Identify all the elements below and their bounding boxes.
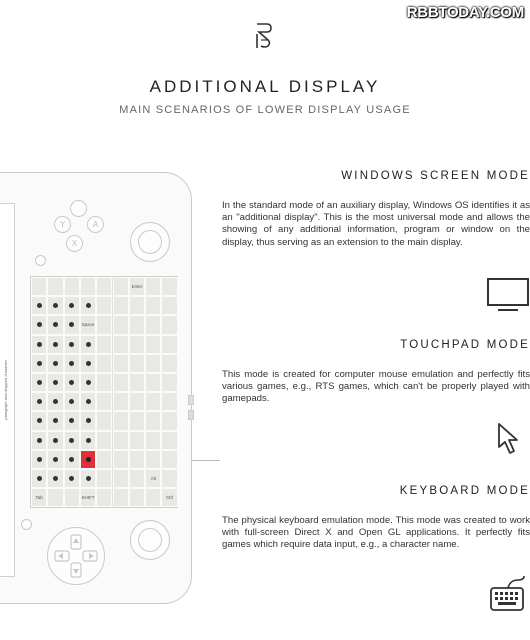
- keyboard-key[interactable]: [161, 335, 177, 354]
- keyboard-key[interactable]: [161, 469, 177, 488]
- keyboard-key[interactable]: [64, 373, 80, 392]
- keyboard-key[interactable]: [145, 431, 161, 450]
- keyboard-key[interactable]: [96, 296, 112, 315]
- alt-key[interactable]: Alt: [145, 469, 161, 488]
- key-dot-icon: [37, 457, 42, 462]
- page-subtitle: MAIN SCENARIOS OF LOWER DISPLAY USAGE: [119, 104, 411, 116]
- keyboard-key[interactable]: [31, 411, 47, 430]
- keyboard-key[interactable]: [96, 354, 112, 373]
- key-dot-icon: [37, 399, 42, 404]
- keyboard-key[interactable]: [96, 335, 112, 354]
- keyboard-key[interactable]: [80, 354, 96, 373]
- keyboard-key[interactable]: [161, 411, 177, 430]
- keyboard-key[interactable]: [129, 392, 145, 411]
- keyboard-key[interactable]: [129, 411, 145, 430]
- key-dot-icon: [69, 457, 74, 462]
- keyboard-key[interactable]: [161, 450, 177, 469]
- key-dot-icon: [86, 399, 91, 404]
- keyboard-key[interactable]: [145, 411, 161, 430]
- keyboard-key[interactable]: [47, 335, 63, 354]
- keyboard-key[interactable]: [47, 392, 63, 411]
- keyboard-key[interactable]: [64, 488, 80, 507]
- keyboard-key[interactable]: [64, 431, 80, 450]
- key-dot-icon: [53, 438, 58, 443]
- keyboard-key[interactable]: [145, 450, 161, 469]
- key-dot-icon: [86, 418, 91, 423]
- stick-cap: [138, 230, 162, 254]
- keyboard-key[interactable]: [96, 431, 112, 450]
- a-button[interactable]: A: [87, 216, 104, 233]
- keyboard-key[interactable]: [80, 296, 96, 315]
- keyboard-key[interactable]: [64, 315, 80, 334]
- keyboard-key[interactable]: [129, 431, 145, 450]
- keyboard-key[interactable]: [31, 296, 47, 315]
- keyboard-key[interactable]: [145, 296, 161, 315]
- keyboard-key[interactable]: [145, 315, 161, 334]
- keyboard-key[interactable]: [96, 392, 112, 411]
- keyboard-key[interactable]: [64, 277, 80, 296]
- keyboard-key[interactable]: [64, 354, 80, 373]
- watermark: RBBTODAY.COM: [406, 4, 524, 21]
- keyboard-key[interactable]: [80, 392, 96, 411]
- key-dot-icon: [86, 361, 91, 366]
- windows-screen-mode-text: In the standard mode of an auxiliary display, Windows OS identifies it as an "additional display". This is the most universal mode and allows the showing of any additional information, program or window on the display, thus serving as an extension to the main display.: [222, 200, 530, 248]
- key-dot-icon: [69, 380, 74, 385]
- keyboard-key[interactable]: [31, 392, 47, 411]
- keyboard-key[interactable]: [31, 431, 47, 450]
- key-dot-icon: [53, 457, 58, 462]
- keyboard-key[interactable]: [80, 450, 96, 469]
- dpad-arrows-icon: [53, 533, 99, 579]
- keyboard-key[interactable]: [47, 450, 63, 469]
- key-dot-icon: [53, 322, 58, 327]
- keyboard-key[interactable]: [129, 296, 145, 315]
- keyboard-key[interactable]: [145, 373, 161, 392]
- tab-key[interactable]: Tab: [31, 488, 47, 507]
- keyboard-key[interactable]: [31, 373, 47, 392]
- key-dot-icon: [53, 380, 58, 385]
- keyboard-key[interactable]: [96, 488, 112, 507]
- key-dot-icon: [69, 438, 74, 443]
- keyboard-key[interactable]: [129, 469, 145, 488]
- keyboard-key[interactable]: [113, 450, 129, 469]
- key-dot-icon: [37, 476, 42, 481]
- keyboard-key[interactable]: [80, 411, 96, 430]
- key-dot-icon: [86, 380, 91, 385]
- key-dot-icon: [86, 457, 91, 462]
- keyboard-key[interactable]: [64, 450, 80, 469]
- keyboard-key[interactable]: [31, 450, 47, 469]
- touchpad-mode-title: TOUCHPAD MODE: [400, 339, 530, 351]
- keyboard-key[interactable]: [161, 354, 177, 373]
- keyboard-key[interactable]: [129, 315, 145, 334]
- page-title: ADDITIONAL DISPLAY: [149, 77, 381, 96]
- key-dot-icon: [37, 380, 42, 385]
- key-dot-icon: [37, 418, 42, 423]
- keyboard-key[interactable]: [31, 354, 47, 373]
- key-dot-icon: [53, 399, 58, 404]
- keyboard-key[interactable]: [64, 296, 80, 315]
- keyboard-key[interactable]: [129, 354, 145, 373]
- keyboard-key[interactable]: [113, 296, 129, 315]
- keyboard-key[interactable]: [145, 335, 161, 354]
- keyboard-key[interactable]: [96, 469, 112, 488]
- keyboard-key[interactable]: [47, 431, 63, 450]
- keyboard-key[interactable]: [64, 335, 80, 354]
- key-dot-icon: [69, 342, 74, 347]
- key-dot-icon: [86, 303, 91, 308]
- keyboard-key[interactable]: [113, 411, 129, 430]
- keyboard-key[interactable]: [129, 488, 145, 507]
- key-dot-icon: [53, 361, 58, 366]
- key-dot-icon: [53, 303, 58, 308]
- keyboard-key[interactable]: [113, 431, 129, 450]
- keyboard-key[interactable]: [47, 296, 63, 315]
- keyboard-key[interactable]: [113, 488, 129, 507]
- keyboard-icon: [488, 574, 528, 614]
- keyboard-key[interactable]: [113, 469, 129, 488]
- side-connector: [188, 395, 194, 405]
- cursor-icon: [496, 421, 522, 459]
- keyboard-key[interactable]: [47, 488, 63, 507]
- keyboard-key[interactable]: [80, 373, 96, 392]
- keyboard-key[interactable]: [113, 315, 129, 334]
- key-dot-icon: [69, 303, 74, 308]
- keyboard-key[interactable]: [80, 431, 96, 450]
- keyboard-mode-text: The physical keyboard emulation mode. This mode was created to work with full-screen Direct X and Open GL applications. It perfectly fits games which require data input, e.g., a character name.: [222, 515, 530, 551]
- key-dot-icon: [37, 303, 42, 308]
- key-dot-icon: [86, 476, 91, 481]
- keyboard-key[interactable]: [161, 392, 177, 411]
- enter-key[interactable]: Enter: [129, 277, 145, 296]
- keyboard-key[interactable]: [31, 335, 47, 354]
- b-button-top[interactable]: [70, 200, 87, 217]
- ctrl-key[interactable]: Ctrl: [161, 488, 177, 507]
- y-button[interactable]: Y: [54, 216, 71, 233]
- keyboard-key[interactable]: [80, 335, 96, 354]
- keyboard-key[interactable]: [96, 411, 112, 430]
- keyboard-key[interactable]: [64, 411, 80, 430]
- keyboard-key[interactable]: [96, 373, 112, 392]
- keyboard-key[interactable]: [47, 315, 63, 334]
- keyboard-key[interactable]: [129, 373, 145, 392]
- x-button[interactable]: X: [66, 235, 83, 252]
- keyboard-key[interactable]: [64, 469, 80, 488]
- shift-key[interactable]: SHIFT: [80, 488, 96, 507]
- key-dot-icon: [53, 476, 58, 481]
- keyboard-key[interactable]: [47, 469, 63, 488]
- keyboard-key[interactable]: [96, 277, 112, 296]
- space-key[interactable]: Space: [80, 315, 96, 334]
- key-dot-icon: [69, 399, 74, 404]
- keyboard-key[interactable]: [161, 296, 177, 315]
- keyboard-key[interactable]: [47, 354, 63, 373]
- key-dot-icon: [37, 438, 42, 443]
- side-connector: [188, 410, 194, 420]
- keyboard-key[interactable]: [145, 354, 161, 373]
- keyboard-key[interactable]: [80, 277, 96, 296]
- key-dot-icon: [69, 418, 74, 423]
- key-dot-icon: [37, 322, 42, 327]
- keyboard-key[interactable]: [47, 411, 63, 430]
- small-round-button[interactable]: [35, 255, 46, 266]
- keyboard-key[interactable]: [47, 277, 63, 296]
- keyboard-key[interactable]: [113, 373, 129, 392]
- keyboard-key[interactable]: [31, 277, 47, 296]
- windows-screen-mode-title: WINDOWS SCREEN MODE: [341, 170, 530, 182]
- brand-logo-icon: [253, 22, 275, 50]
- key-dot-icon: [37, 361, 42, 366]
- keyboard-key[interactable]: [145, 277, 161, 296]
- monitor-icon: [486, 277, 530, 313]
- keyboard-key[interactable]: [161, 315, 177, 334]
- keyboard-key[interactable]: [113, 354, 129, 373]
- keyboard-key[interactable]: [96, 315, 112, 334]
- key-dot-icon: [37, 342, 42, 347]
- keyboard-key[interactable]: [129, 335, 145, 354]
- keyboard-key[interactable]: [31, 315, 47, 334]
- key-dot-icon: [53, 418, 58, 423]
- small-round-button-lower[interactable]: [21, 519, 32, 530]
- key-dot-icon: [69, 476, 74, 481]
- side-caption: paragraph and dropped character: [3, 360, 8, 420]
- keyboard-key[interactable]: [96, 450, 112, 469]
- keyboard-mode-title: KEYBOARD MODE: [399, 485, 530, 497]
- keyboard-key[interactable]: [161, 373, 177, 392]
- keyboard-key[interactable]: [47, 373, 63, 392]
- keyboard-key[interactable]: [113, 392, 129, 411]
- pointer-line: [192, 460, 220, 461]
- stick-cap-lower: [138, 528, 162, 552]
- keyboard-key[interactable]: [129, 450, 145, 469]
- touchpad-mode-text: This mode is created for computer mouse emulation and perfectly fits various games, e.g., RTS games, which can't be properly played with gamepads.: [222, 369, 530, 405]
- keyboard-key[interactable]: [161, 277, 177, 296]
- keyboard-key[interactable]: [113, 277, 129, 296]
- key-dot-icon: [86, 438, 91, 443]
- keyboard-key[interactable]: [31, 469, 47, 488]
- keyboard-key[interactable]: [145, 488, 161, 507]
- keyboard-key[interactable]: [113, 335, 129, 354]
- keyboard-key[interactable]: [161, 431, 177, 450]
- keyboard-key[interactable]: [64, 392, 80, 411]
- key-dot-icon: [86, 342, 91, 347]
- key-dot-icon: [53, 342, 58, 347]
- key-dot-icon: [69, 361, 74, 366]
- keyboard-key[interactable]: [80, 469, 96, 488]
- key-dot-icon: [69, 322, 74, 327]
- keyboard-key[interactable]: [145, 392, 161, 411]
